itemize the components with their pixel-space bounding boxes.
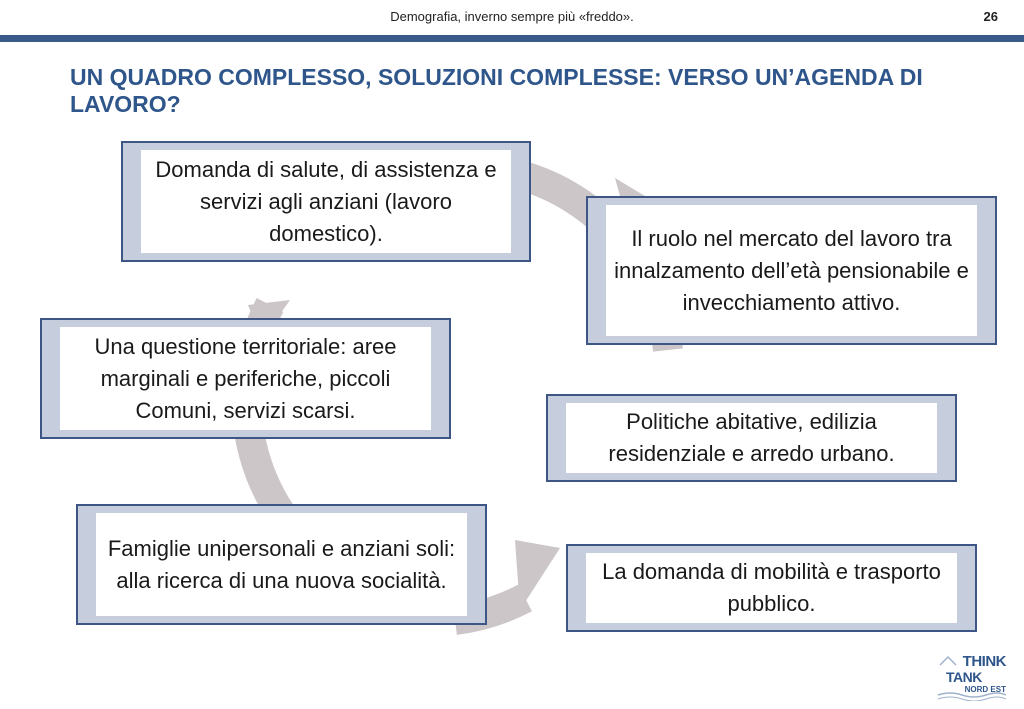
box-territory	[40, 318, 451, 439]
page-number: 26	[983, 9, 998, 24]
box-mobility-text: La domanda di mobilità e trasporto pubblico.	[586, 553, 957, 623]
box-housing-text: Politiche abitative, edilizia residenziale e arredo urbano.	[566, 403, 937, 473]
box-labour	[586, 196, 997, 345]
box-health	[121, 141, 531, 262]
logo-nordest: NORD EST	[964, 685, 1006, 694]
box-families-text: Famiglie unipersonali e anziani soli: alla ricerca di una nuova socialità.	[96, 513, 467, 616]
box-mobility	[566, 544, 977, 632]
logo	[936, 651, 1006, 701]
slide-title: UN QUADRO COMPLESSO, SOLUZIONI COMPLESSE: VERSO UN’AGENDA DI LAVORO?	[70, 64, 923, 117]
header-title: Demografia, inverno sempre più «freddo».	[390, 9, 634, 24]
box-housing	[546, 394, 957, 482]
box-territory-text: Una questione territoriale: aree marginali e periferiche, piccoli Comuni, servizi scarsi.	[60, 327, 431, 430]
box-families	[76, 504, 487, 625]
logo-tank: TANK	[946, 669, 982, 685]
box-health-text: Domanda di salute, di assistenza e servizi agli anziani (lavoro domestico).	[141, 150, 511, 253]
box-labour-text: Il ruolo nel mercato del lavoro tra innalzamento dell’età pensionabile e invecchiamento attivo.	[606, 205, 977, 336]
logo-think: THINK	[962, 653, 1006, 670]
